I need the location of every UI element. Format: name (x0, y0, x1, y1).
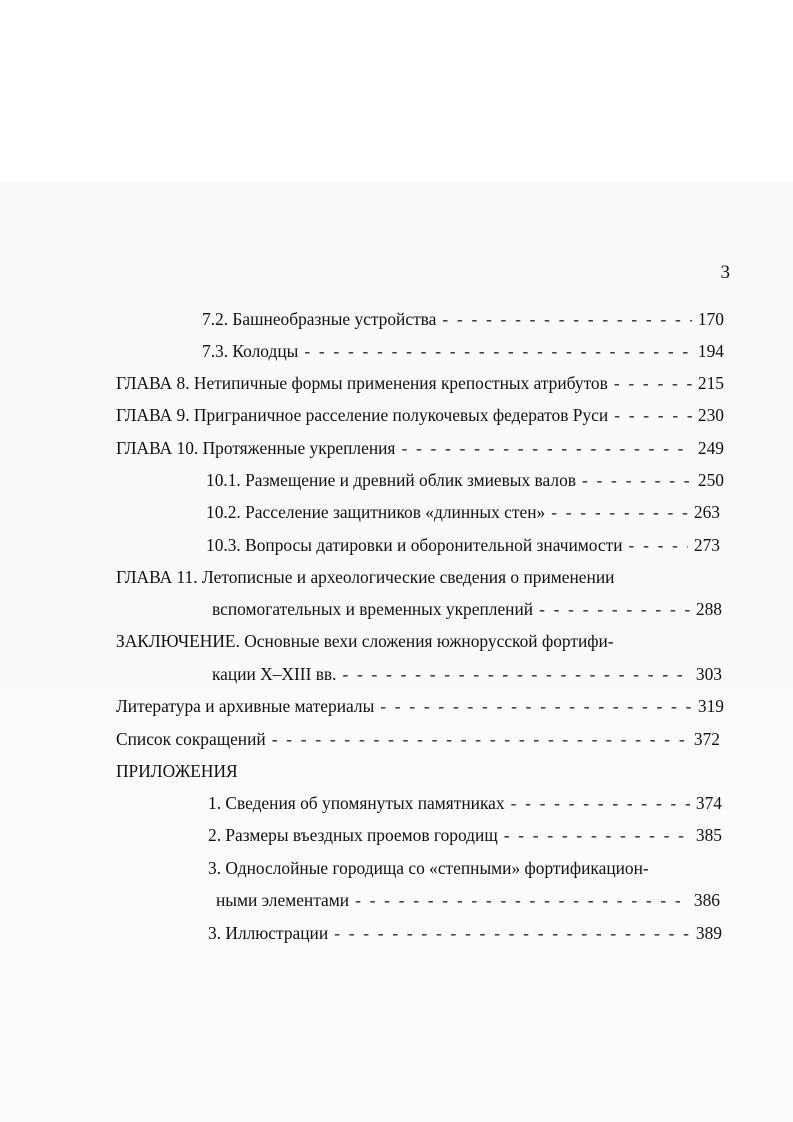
toc-entry-title: ГЛАВА 9. Приграничное расселение полукочевых федератов Руси (116, 405, 609, 425)
toc-dot-leader (614, 402, 692, 428)
toc-entry (116, 370, 724, 396)
toc-entry (206, 499, 720, 525)
toc-dot-leader (582, 467, 692, 493)
toc-entry-title-line1: ГЛАВА 11. Летописные и археологические сведения о применении (116, 567, 615, 587)
toc-dot-leader (342, 661, 689, 687)
toc-dot-leader (380, 693, 692, 719)
toc-entry (116, 435, 724, 461)
toc-entry-page: 273 (693, 535, 720, 555)
toc-entry (208, 920, 722, 946)
toc-dot-leader (629, 532, 688, 558)
toc-entry (208, 790, 722, 816)
toc-entry-page: 215 (697, 373, 724, 393)
toc-entry (116, 693, 724, 719)
toc-entry-page: 372 (693, 729, 720, 749)
toc-entry (206, 467, 724, 493)
toc-dot-leader (334, 920, 690, 946)
toc-dot-leader (511, 790, 690, 816)
toc-dot-leader (614, 370, 692, 396)
toc-entry-title-line1: 3. Однослойные городища со «степными» фортификацион- (208, 858, 649, 878)
toc-entry-page: 389 (695, 923, 722, 943)
toc-entry (216, 887, 720, 913)
toc-section-heading: ПРИЛОЖЕНИЯ (116, 761, 238, 781)
toc-entry-title-line1: ЗАКЛЮЧЕНИЕ. Основные вехи сложения южнорусской фортифи- (116, 631, 614, 651)
toc-dot-leader (304, 338, 692, 364)
toc-entry-page: 385 (695, 825, 722, 845)
toc-dot-leader (504, 822, 690, 848)
toc-entry-title: ГЛАВА 10. Протяженные укрепления (116, 438, 396, 458)
toc-entry-title: 1. Сведения об упомянутых памятниках (208, 793, 505, 813)
toc-entry-title: 10.1. Размещение и древний облик змиевых валов (206, 470, 576, 490)
toc-entry-title: 10.3. Вопросы датировки и оборонительной значимости (206, 535, 623, 555)
toc-entry-title: 3. Иллюстрации (208, 923, 329, 943)
toc-entry (212, 661, 722, 687)
toc-entry-page: 263 (693, 502, 720, 522)
toc-entry (202, 306, 724, 332)
toc-dot-leader (539, 596, 690, 622)
scan-top-margin (0, 0, 793, 182)
toc-entry-title: 7.2. Башнеобразные устройства (202, 309, 437, 329)
toc-entry-title: Литература и архивные материалы (116, 696, 375, 716)
page-number: 3 (720, 262, 730, 283)
toc-dot-leader (355, 887, 688, 913)
toc-entry-title: 2. Размеры въездных проемов городищ (208, 825, 498, 845)
toc-entry (206, 532, 720, 558)
toc-entry-page: 249 (697, 438, 724, 458)
toc-entry (116, 726, 720, 752)
toc-entry-page: 319 (697, 696, 724, 716)
toc-entry-page: 170 (697, 309, 724, 329)
toc-dot-leader (442, 306, 692, 332)
toc-entry-title-line2: ными элементами (216, 890, 350, 910)
toc-entry-title-line2: кации X–XIII вв. (212, 664, 337, 684)
toc-entry-page: 288 (695, 599, 722, 619)
toc-entry-title: 7.3. Колодцы (202, 341, 299, 361)
toc-entry-page: 374 (695, 793, 722, 813)
toc-dot-leader (401, 435, 691, 461)
toc-entry (212, 596, 722, 622)
toc-entry-title: ГЛАВА 8. Нетипичные формы применения крепостных атрибутов (116, 373, 608, 393)
toc-entry-page: 386 (693, 890, 720, 910)
toc-entry-title: Список сокращений (116, 729, 266, 749)
toc-entry-title-line2: вспомогательных и временных укреплений (212, 599, 534, 619)
toc-entry-page: 303 (695, 664, 722, 684)
toc-dot-leader (551, 499, 688, 525)
toc-entry (116, 402, 724, 428)
toc-dot-leader (272, 726, 688, 752)
toc-entry-title: 10.2. Расселение защитников «длинных стен» (206, 502, 546, 522)
toc-entry-page: 250 (697, 470, 724, 490)
toc-entry (208, 822, 722, 848)
toc-entry-page: 194 (697, 341, 724, 361)
toc-entry-page: 230 (697, 405, 724, 425)
toc-entry (202, 338, 724, 364)
